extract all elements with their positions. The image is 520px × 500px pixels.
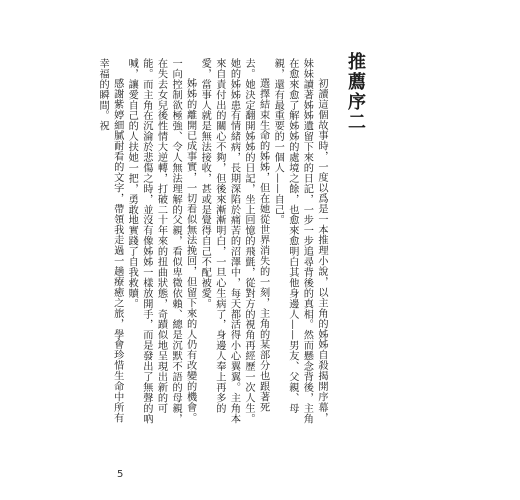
foreword-heading: 推薦序二: [345, 52, 366, 132]
paragraph-3: 姊姊的離開已成事實，一切看似無法挽回，但留下來的人仍有改變的機會。一向控制欲極強、令人無法理解的父親，看似卑微依賴、總是沉默不語的母親，在失去女兒後性情大逆轉，打破二十年來的扭曲狀態，奇蹟似地呈現出新的可能。而主角在沉淪於悲傷之時，並沒有像姊姊一樣放開手，而是發出了無聲的吶喊，讓愛自己的人扶她一把，勇敢地實踐了自我救贖。: [126, 58, 196, 424]
page-number: 5: [117, 469, 124, 480]
paragraph-4: 感謝紫婷細膩耐看的文字，帶領我走過一趟療癒之旅，學會珍惜生命中所有幸福的瞬間。祝: [97, 58, 123, 424]
paragraph-1: 初讀這個故事時，一度以爲是一本推理小說，以主角的姊姊自殺揭開序幕，妹妹讀著姊姊遺留下來的日記，一步一步追尋背後的真相。然而懸念背後，主角在愈來愈了解姊姊的處境之餘，也愈來愈明白其他身邊人——男友、父親、母親，還有最重要的一個人——自己。: [272, 58, 327, 424]
foreword-body: [92, 58, 328, 433]
paragraph-2: 選擇結束生命的姊姊，但在她從世界消失的一刻，主角的某部分也跟著死去。她決定翻開姊姊的日記，坐上回憶的飛氈，從對方的視角再經歷一次人生。她的姊姊患有情緒病，長期深陷於痛苦的沼澤中，每天都活得小心翼翼。主角本來自責付出的關心不夠，但後來漸漸明白，一旦心生病了，身邊人奉上再多的愛，當事人就是無法接收，甚或是覺得自己不配被愛。: [199, 58, 269, 424]
